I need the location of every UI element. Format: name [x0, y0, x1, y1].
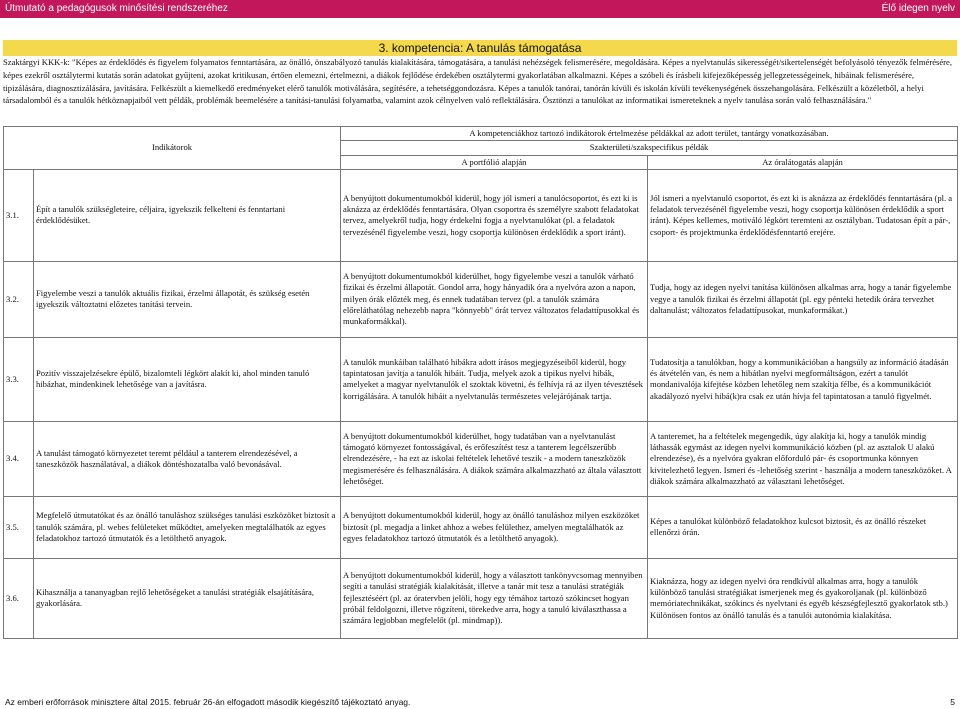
subject-header: Szakterületi/szakspecifikus példák — [341, 141, 958, 155]
row-number: 3.6. — [4, 558, 34, 638]
intro-paragraph: Szaktárgyi KKK-k: "Képes az érdeklődés és figyelem folyamatos fenntartására, az önálló, önszabályozó tanulás kialakítására, támogatására, a tanulási nehézségek felismerésére, megoldására. Képes a nyelvtanulás sikerességét/sikertelenségét befolyásoló tényezők felmérésére, képes ezekről osztálytermi kutatás során adatokat gyűjteni, azokat kritikusan, értően elemezni, értelmezni, a diákok fejlődése érdekében osztálytermi gyakorlatában alkalmazni. Képes a szóbeli és írásbeli kifejezőképesség jellegzetességeinek, hibáinak felismerésére, tipizálására, diagnosztizálására, javítására. Felkészült a kiemelkedő eredményeket elérő tanulók motiválására, segítésére, a tehetséggondozásra. Képes a tanulók tanórai, tanórán kívüli és iskolán kívüli tevékenységének összehangolására. Felkészült a közéletből, a helyi társadalomból és a tanulók hétköznapjaiból vett példák, problémák beemelésére a tanítási-tanulási folyamatba, valamint azok célnyelven való reflektálására. Ösztönzi a tanulókat az informatikai ismereteknek a nyelv tanulása során való felhasználására." — [3, 57, 952, 106]
table-row — [4, 261, 958, 337]
row-portfolio-example: A tanulók munkáiban található hibákra adott írásos megjegyzéseiből kiderül, hogy tapintatosan javítja a tanulók hibáit. Tudja, melyek azok a tipikus nyelvi hibák, amelyeket a magyar nyelvtanulók el szoktak követni, és felhívja rá az ilyen tévesztések korrigálására. A tanulók hibáit a nyelvtanulás természetes velejárójának tartja. — [341, 337, 648, 421]
row-portfolio-example: A benyújtott dokumentumokból kiderül, hogy a választott tankönyvcsomag mennyiben segíti a tanulási stratégiák kialakítását, illetve a tanár mit tesz a tanulási stratégiák fejlesztéséért (pl. az óratervben jelöli, hogy egy témához tartozó szókincset hogyan próbál feldolgozni, illetve rögzíteni, törekedve arra, hogy a tanuló kiválaszthassa a számára legjobban megfelelőt (pl. mindmap)). — [341, 558, 648, 638]
row-portfolio-example: A benyújtott dokumentumokból kiderül, hogy az önálló tanuláshoz milyen eszközöket biztosít (pl. megadja a linket ahhoz a webes felülethez, amelyen megtalálhatók az egyes feladatokhoz tartozó útmutatók és a letölthető anyagok). — [341, 496, 648, 558]
row-indicator: A tanulást támogató környezetet teremt például a tanterem elrendezésével, a taneszközök használatával, a diákok döntéshozatalba való bevonásával. — [34, 421, 341, 496]
row-number: 3.5. — [4, 496, 34, 558]
row-indicator: Figyelembe veszi a tanulók aktuális fizikai, érzelmi állapotát, és szükség esetén igyekszik változtatni előzetes tanítási tervein. — [34, 261, 341, 337]
portfolio-header: A portfólió alapján — [341, 155, 648, 169]
row-portfolio-example: A benyújtott dokumentumokból kiderülhet, hogy figyelembe veszi a tanulók várható fizikai és érzelmi állapotát. Gondol arra, hogy hányadik óra a nyelvóra azon a napon, milyen órák előzték meg, és ennek tudatában tervez (pl. a tanulók számára előreláthatólag nehezebb napra "könnyebb" órát tervez változatos feladattípusokkal és munkaformákkal). — [341, 261, 648, 337]
footer-note: Az emberi erőforrások minisztere által 2015. február 26-án elfogadott második kiegészítő tájékoztató anyag. — [5, 697, 411, 707]
examples-header: A kompetenciákhoz tartozó indikátorok értelmezése példákkal az adott terület, tantárgy vonatkozásában. — [341, 127, 958, 141]
table-row — [4, 496, 958, 558]
section-title: 3. kompetencia: A tanulás támogatása — [3, 40, 957, 56]
row-observation-example: Jól ismeri a nyelvtanuló csoportot, és ezt ki is aknázza az érdeklődés fenntartására (pl. a feladatok tervezésénél figyelembe veszi, hogy csoportja különösen érdeklődik a sport iránt). Képes kellemes, motiváló légkört teremteni az osztályban. Tudatosan épít a pár-, csoport- és projektmunka érdeklődésfenntartó erejére. — [648, 169, 958, 261]
document-header — [0, 0, 960, 18]
document-header-right: Élő idegen nyelv — [881, 3, 955, 14]
row-number: 3.1. — [4, 169, 34, 261]
row-number: 3.4. — [4, 421, 34, 496]
table-row — [4, 421, 958, 496]
page-number: 5 — [950, 697, 955, 707]
row-observation-example: A tanteremet, ha a feltételek megengedik, úgy alakítja ki, hogy a tanulók mindig láthassák egymást az idegen nyelvi kommunikáció közben (pl. az asztalok U alakú elrendezése), és a nyelvóra gyakran előforduló pár- és csoportmunka könnyen kivitelezhető legyen. Ismeri és -lehetőség szerint - használja a modern taneszközöket. A diákok számára alkalmazzható az választani lehetőséget. — [648, 421, 958, 496]
row-indicator: Pozitív visszajelzésekre épülő, bizalomteli légkört alakít ki, ahol minden tanuló hibázhat, mindenkinek lehetősége van a javításra. — [34, 337, 341, 421]
row-number: 3.3. — [4, 337, 34, 421]
row-observation-example: Kiaknázza, hogy az idegen nyelvi óra rendkívül alkalmas arra, hogy a tanulók különböző tanulási stratégiákat ismerjenek meg és gyakoroljanak (pl. különböző memóriatechnikákat, szókincs és nyelvtani és egyéb készségfejlesztő gyakorlatok stb.) Különösen fontos az önálló tanulás és a tanulói autonómia kialakítása. — [648, 558, 958, 638]
row-portfolio-example: A benyújtott dokumentumokból kiderülhet, hogy tudatában van a nyelvtanulást támogató környezet fontosságával, és erőfeszítést tesz a tanterem legcélszerűbb elrendezésére, - ha ezt az iskolai feltételek lehetővé teszik - a modern taneszközök megismerésére és felhasználására. A diákok számára alkalmazzható az általa választott lehetőséget. — [341, 421, 648, 496]
row-observation-example: Tudja, hogy az idegen nyelvi tanítása különösen alkalmas arra, hogy a tanár figyelembe vegye a tanulók fizikai és érzelmi állapotát (pl. egy pénteki hetedik órára tervezhet daltanulást; változatos feladattípusokat, munkaformákat.) — [648, 261, 958, 337]
row-observation-example: Tudatosítja a tanulókban, hogy a kommunikációban a hangsúly az információ átadásán és átvételén van, és nem a hibátlan nyelvi megformáltságon, ezért a tanulót mondanivalója kifejtése közben lehetőleg nem szakítja félbe, és a kommunikációt akadályozó nyelvi hibá(k)ra csak ez után hívja fel tapintatosan a tanuló figyelmét. — [648, 337, 958, 421]
row-indicator: Épít a tanulók szükségleteire, céljaira, igyekszik felkelteni és fenntartani érdeklődésüket. — [34, 169, 341, 261]
row-portfolio-example: A benyújtott dokumentumokból kiderül, hogy jól ismeri a tanulócsoportot, és ezt ki is aknázza az érdeklődés fenntartására. Olyan csoportra és személyre szabott feladatokat tervez, amelyekről tudja, hogy érdekelni fogja a nyelvtanulókat (pl. a feladatok tervezésénél figyelembe veszi, hogy csoportja különösen érdeklődik a sport iránt). — [341, 169, 648, 261]
row-indicator: Megfelelő útmutatókat és az önálló tanuláshoz szükséges tanulási eszközöket biztosít a tanulók számára, pl. webes felületeket működtet, amelyeken megtalálhatók az egyes feladatokhoz tartozó útmutatók és a letölthető anyagok. — [34, 496, 341, 558]
row-indicator: Kihasználja a tananyagban rejlő lehetőségeket a tanulási stratégiák elsajátítására, gyakorlására. — [34, 558, 341, 638]
document-header-left: Útmutató a pedagógusok minősítési rendszeréhez — [5, 3, 228, 14]
row-observation-example: Képes a tanulókat különböző feladatokhoz kulcsot biztosít, és az önálló részeket ellenőrzi órán. — [648, 496, 958, 558]
document-footer — [5, 697, 955, 707]
row-number: 3.2. — [4, 261, 34, 337]
observation-header: Az óralátogatás alapján — [648, 155, 958, 169]
table-row — [4, 337, 958, 421]
indicator-table — [3, 126, 958, 639]
indicators-header: Indikátorok — [4, 127, 341, 170]
table-row — [4, 169, 958, 261]
table-row — [4, 558, 958, 638]
